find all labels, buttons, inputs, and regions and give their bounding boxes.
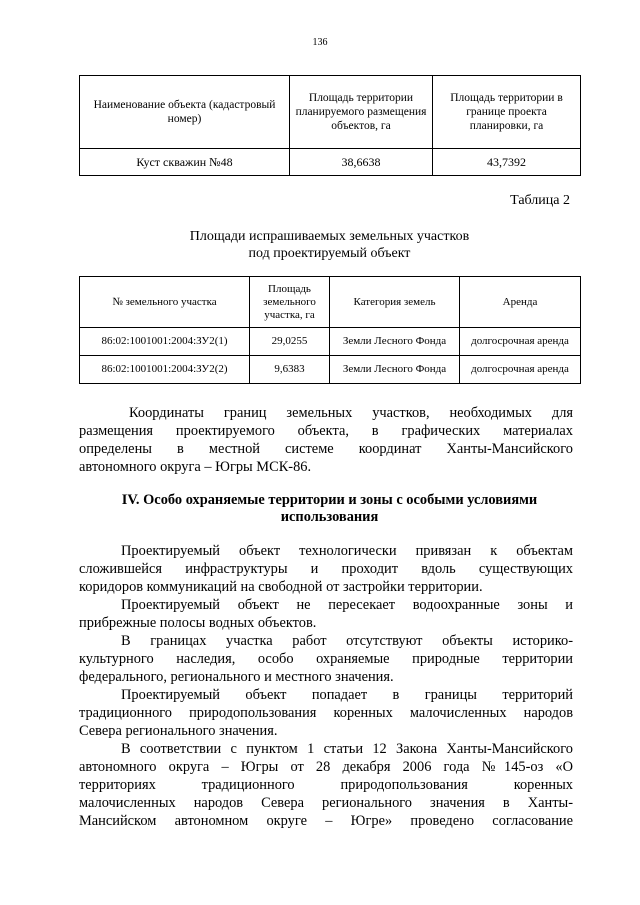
paragraph-line: Проектируемый объект не пересекает водоохранные зоны и [121, 597, 573, 613]
plot-area-cell: 29,0255 [250, 328, 330, 356]
plot-area-cell: 9,6383 [250, 356, 330, 384]
page-number: 136 [312, 37, 328, 48]
paragraph-line: традиционного природопользования коренных малочисленных народов [79, 705, 573, 721]
section-heading [79, 492, 580, 526]
table-header-cell: Аренда [460, 277, 581, 328]
paragraph-heritage [79, 632, 573, 686]
lease-cell: долгосрочная аренда [460, 356, 581, 384]
table-row [80, 149, 581, 176]
paragraph-infrastructure [79, 542, 573, 596]
table-header-cell: Наименование объекта (кадастровый номер) [80, 76, 290, 149]
planned-area-cell: 38,6638 [290, 149, 433, 176]
table-header-cell: Площадь территории в границе проекта планировки, га [433, 76, 581, 149]
paragraph-line: Координаты границ земельных участков, необходимых для [129, 405, 573, 421]
paragraph-line: малочисленных народов Севера регионального значения в Ханты- [79, 795, 573, 811]
paragraph-line: Проектируемый объект технологически привязан к объектам [121, 543, 573, 559]
project-area-cell: 43,7392 [433, 149, 581, 176]
paragraph-line: В соответствии с пунктом 1 статьи 12 Закона Ханты-Мансийского [121, 741, 573, 757]
table-header-cell: № земельного участка [80, 277, 250, 328]
paragraph-traditional [79, 686, 573, 740]
table-header-row [80, 76, 581, 149]
paragraph-line: определены в местной системе координат Ханты-Мансийского [79, 441, 573, 457]
heading-line: использования [280, 509, 379, 525]
paragraph-line: культурного наследия, особо охраняемые природные территории [79, 651, 573, 667]
land-category-cell: Земли Лесного Фонда [330, 328, 460, 356]
plot-number-cell: 86:02:1001001:2004:ЗУ2(2) [80, 356, 250, 384]
paragraph-line: территориях традиционного природопользования коренных [79, 777, 573, 793]
table-row [80, 328, 581, 356]
table-header-row [80, 277, 581, 328]
areas-summary-table [79, 75, 581, 176]
paragraph-line: размещения проектируемого объекта, в графических материалах [79, 423, 573, 439]
paragraph-line: автономного округа – Югры от 28 декабря 2006 года №145-оз «О [79, 759, 573, 775]
table-header-cell: Площадь территории планируемого размещения объектов, га [290, 76, 433, 149]
paragraph-line: Мансийском автономном округе – Югре» проведено согласование [79, 813, 573, 829]
paragraph-line: коридоров коммуникаций на свободной от застройки территории. [79, 579, 483, 595]
table-header-cell: Категория земель [330, 277, 460, 328]
object-name-cell: Куст скважин №48 [80, 149, 290, 176]
table-header-cell: Площадь земельного участка, га [250, 277, 330, 328]
table-label: Таблица 2 [510, 193, 570, 208]
land-plots-table [79, 276, 581, 384]
paragraph-law [79, 740, 573, 830]
land-category-cell: Земли Лесного Фонда [330, 356, 460, 384]
paragraph-line: федерального, регионального и местного значения. [79, 669, 394, 685]
paragraph-line: автономного округа – Югры МСК-86. [79, 459, 312, 475]
table-caption [79, 228, 580, 262]
caption-line: Площади испрашиваемых земельных участков [189, 229, 470, 244]
caption-line: под проектируемый объект [248, 246, 411, 261]
paragraph-line: прибрежные полосы водных объектов. [79, 615, 317, 631]
paragraph-line: сложившейся инфраструктуры и проходит вдоль существующих [79, 561, 573, 577]
paragraph-line: В границах участка работ отсутствуют объекты историко- [121, 633, 573, 649]
lease-cell: долгосрочная аренда [460, 328, 581, 356]
heading-line: IV. Особо охраняемые территории и зоны с особыми условиями [121, 492, 538, 508]
paragraph-water [79, 596, 573, 632]
paragraph-line: Севера регионального значения. [79, 723, 278, 739]
paragraph-line: Проектируемый объект попадает в границы территорий [121, 687, 573, 703]
table-row [80, 356, 581, 384]
coordinates-paragraph [79, 404, 573, 476]
plot-number-cell: 86:02:1001001:2004:ЗУ2(1) [80, 328, 250, 356]
